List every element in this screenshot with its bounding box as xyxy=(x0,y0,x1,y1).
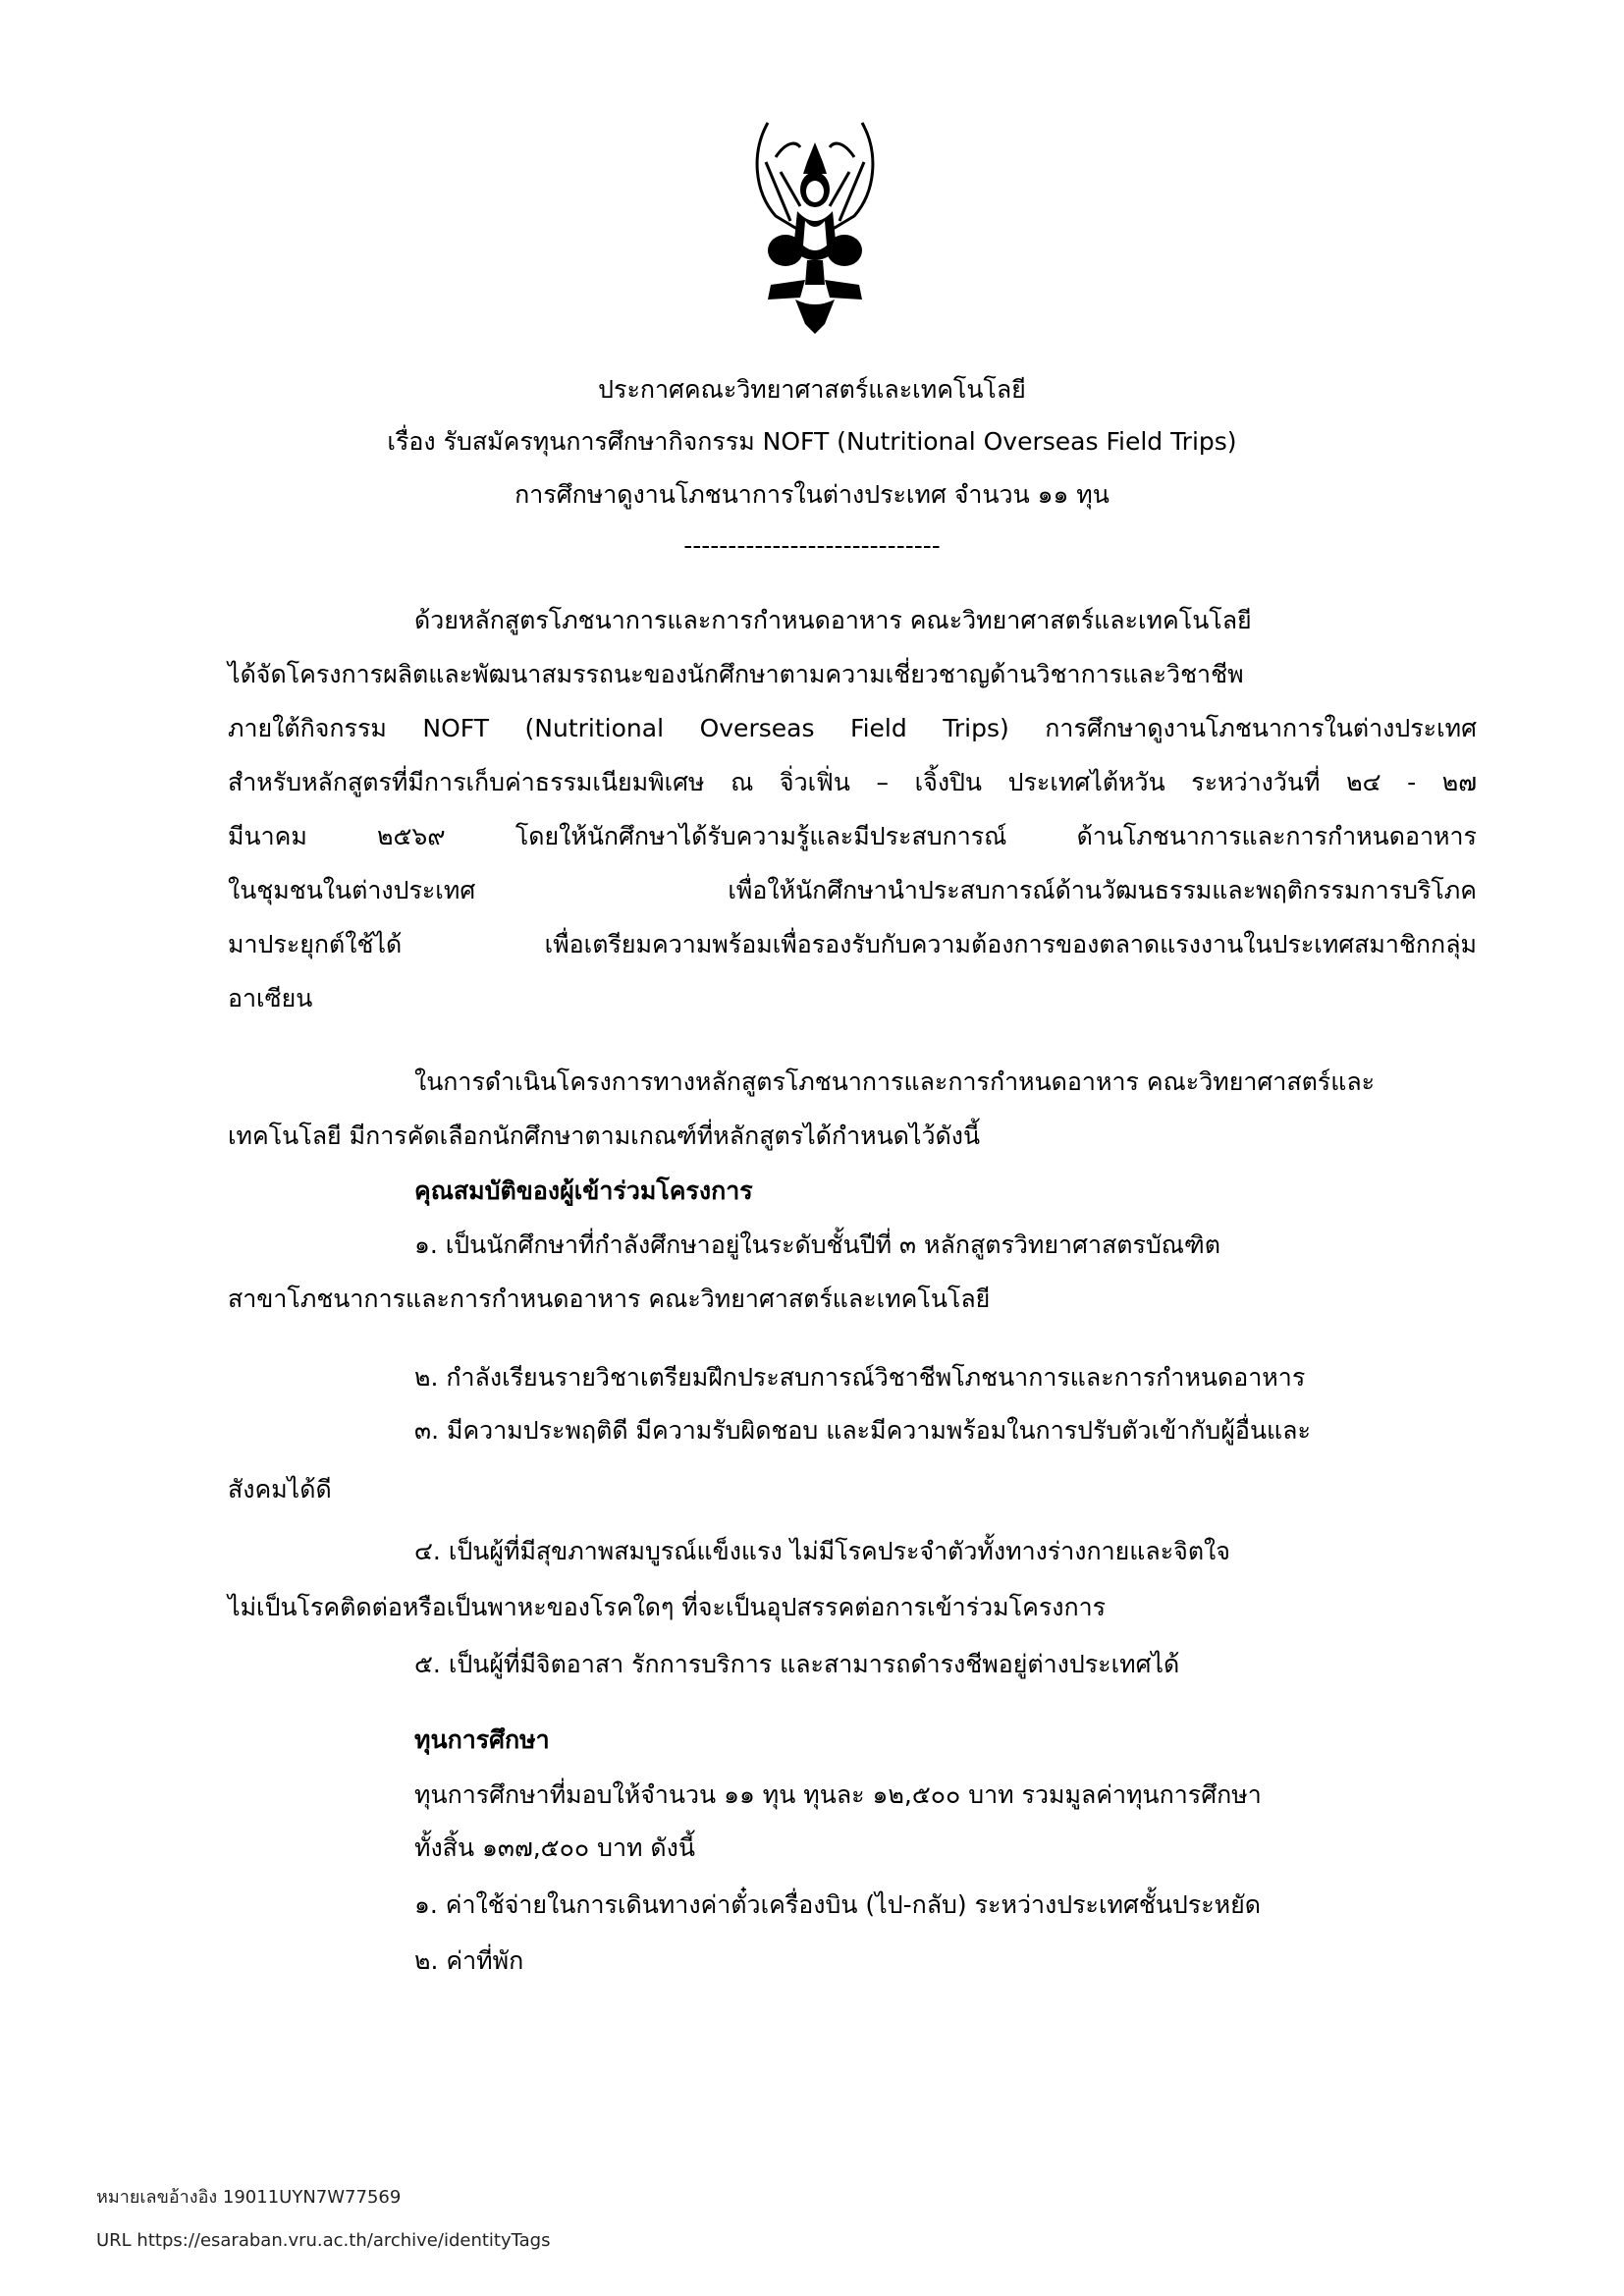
announcement-subject: เรื่อง รับสมัครทุนการศึกษากิจกรรม NOFT (Nutritional Overseas Field Trips) xyxy=(387,427,1237,456)
qualification-item: ๑. เป็นนักศึกษาที่กำลังศึกษาอยู่ในระดับชั้นปีที่ ๓ หลักสูตรวิทยาศาสตรบัณฑิต xyxy=(414,1230,1220,1259)
para1-line: มีนาคม ๒๕๖๙ โดยให้นักศึกษาได้รับความรู้และมีประสบการณ์ ด้านโภชนาการและการกำหนดอาหาร xyxy=(228,822,1477,850)
scholarship-heading: ทุนการศึกษา xyxy=(414,1725,550,1754)
para1-line: ด้วยหลักสูตรโภชนาการและการกำหนดอาหาร คณะวิทยาศาสตร์และเทคโนโลยี xyxy=(414,606,1252,634)
scholarship-item: ๑. ค่าใช้จ่ายในการเดินทางค่าตั๋วเครื่องบิน (ไป-กลับ) ระหว่างประเทศชั้นประหยัด xyxy=(414,1890,1262,1919)
para1-line: มาประยุกต์ใช้ได้ เพื่อเตรียมความพร้อมเพื่อรองรับกับความต้องการของตลาดแรงงานในประเทศสมาชิกกลุ่ม xyxy=(228,930,1477,958)
para1-line: ภายใต้กิจกรรม NOFT (Nutritional Overseas Field Trips) การศึกษาดูงานโภชนาการในต่างประเทศ xyxy=(228,714,1477,742)
title-divider: ----------------------------- xyxy=(683,531,941,560)
qualifications-heading: คุณสมบัติของผู้เข้าร่วมโครงการ xyxy=(414,1176,753,1205)
scholarship-line: ทั้งสิ้น ๑๓๗,๕๐๐ บาท ดังนี้ xyxy=(414,1833,695,1862)
announcement-title: ประกาศคณะวิทยาศาสตร์และเทคโนโลยี xyxy=(598,375,1026,404)
para1-line: ได้จัดโครงการผลิตและพัฒนาสมรรถนะของนักศึกษาตามความเชี่ยวชาญด้านวิชาการและวิชาชีพ xyxy=(228,660,1244,688)
announcement-subtitle: การศึกษาดูงานโภชนาการในต่างประเทศ จำนวน ๑๑ ทุน xyxy=(514,480,1110,509)
para1-line: สำหรับหลักสูตรที่มีการเก็บค่าธรรมเนียมพิเศษ ณ จิ่วเฟิ่น – เจิ้งปิน ประเทศไต้หวัน ระหว่างวันที่ ๒๔ - ๒๗ xyxy=(228,768,1477,796)
qualification-item-cont: สังคมได้ดี xyxy=(228,1475,332,1503)
reference-number: หมายเลขอ้างอิง 19011UYN7W77569 xyxy=(96,2187,402,2208)
qualification-item: ๒. กำลังเรียนรายวิชาเตรียมฝึกประสบการณ์วิชาชีพโภชนาการและการกำหนดอาหาร xyxy=(414,1363,1306,1392)
qualification-item: ๕. เป็นผู้ที่มีจิตอาสา รักการบริการ และสามารถดำรงชีพอยู่ต่างประเทศได้ xyxy=(414,1650,1180,1678)
qualification-item: ๓. มีความประพฤติดี มีความรับผิดชอบ และมีความพร้อมในการปรับตัวเข้ากับผู้อื่นและ xyxy=(414,1416,1311,1445)
garuda-emblem-icon xyxy=(746,113,884,334)
qualification-item: ๔. เป็นผู้ที่มีสุขภาพสมบูรณ์แข็งแรง ไม่มีโรคประจำตัวทั้งทางร่างกายและจิตใจ xyxy=(414,1537,1230,1565)
para1-line: ในชุมชนในต่างประเทศ เพื่อให้นักศึกษานำประสบการณ์ด้านวัฒนธรรมและพฤติกรรมการบริโภค xyxy=(228,876,1477,904)
qualification-item-cont: ไม่เป็นโรคติดต่อหรือเป็นพาหะของโรคใดๆ ที่จะเป็นอุปสรรคต่อการเข้าร่วมโครงการ xyxy=(228,1593,1107,1621)
scholarship-line: ทุนการศึกษาที่มอบให้จำนวน ๑๑ ทุน ทุนละ ๑๒,๕๐๐ บาท รวมมูลค่าทุนการศึกษา xyxy=(414,1780,1262,1809)
para1-line: อาเซียน xyxy=(228,984,313,1012)
document-url: URL https://esaraban.vru.ac.th/archive/identityTags xyxy=(96,2230,551,2251)
para2-line: ในการดำเนินโครงการทางหลักสูตรโภชนาการและการกำหนดอาหาร คณะวิทยาศาสตร์และ xyxy=(414,1067,1376,1096)
para2-line: เทคโนโลยี มีการคัดเลือกนักศึกษาตามเกณฑ์ที่หลักสูตรได้กำหนดไว้ดังนี้ xyxy=(228,1121,981,1150)
qualification-item-cont: สาขาโภชนาการและการกำหนดอาหาร คณะวิทยาศาสตร์และเทคโนโลยี xyxy=(228,1285,991,1313)
scholarship-item: ๒. ค่าที่พัก xyxy=(414,1946,524,1975)
